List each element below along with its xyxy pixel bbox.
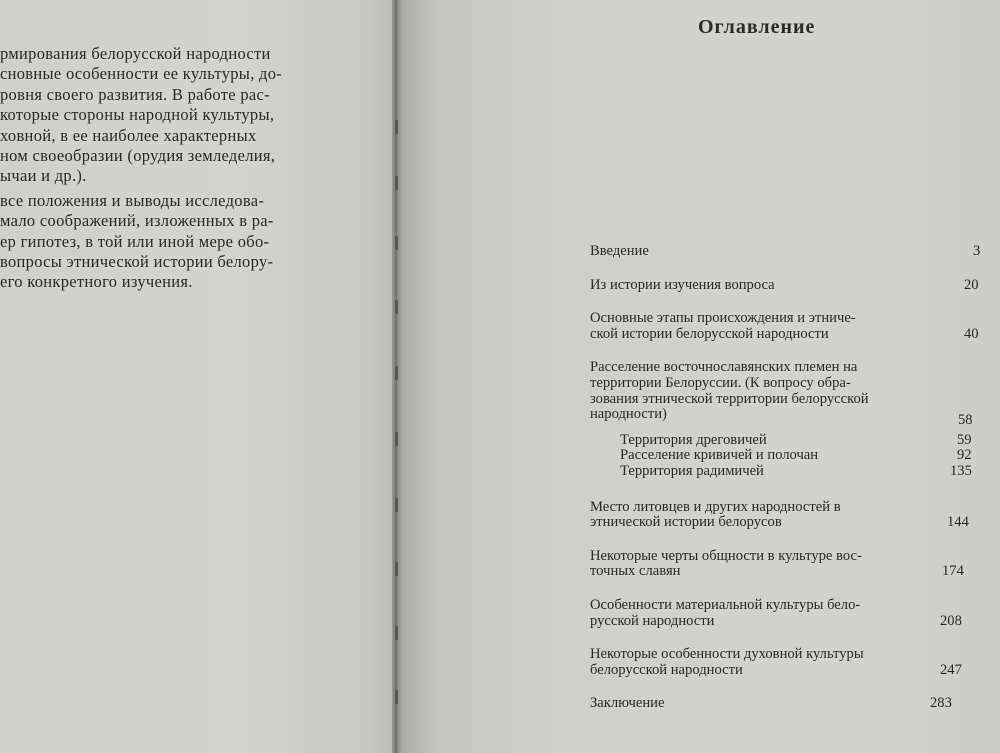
text-line: ер гипотез, в той или иной мере обо- [0,231,270,251]
toc-entry-title: Место литовцев и других народностей в [590,498,841,515]
binding-stitch [395,690,398,704]
toc-entry-title: Основные этапы происхождения и этниче- [590,310,856,327]
toc-title: Оглавление [698,16,816,38]
toc-page-number: 92 [957,447,972,464]
toc-entry-title: Введение [590,243,649,259]
toc-page-number: 283 [930,695,952,712]
toc-page-number: 40 [964,325,979,342]
text-line: мало соображений, изложенных в ра- [0,211,274,231]
toc-entry [590,598,990,629]
toc-entry-title: территории Белоруссии. (К вопросу обра- [590,374,851,391]
toc-entry-title: русской народности [590,612,715,629]
toc-page-number: 208 [940,612,962,629]
toc-entry-title: Территория радимичей [620,462,764,479]
toc-entry [590,359,990,429]
binding-stitch [395,120,398,134]
toc-entry [590,311,990,342]
toc-entry-title: Расселение кривичей и полочан [620,447,819,464]
toc-page-number: 20 [964,276,979,293]
table-of-contents [590,244,990,730]
toc-page-number: 59 [957,431,972,448]
toc-entry-title: Особенности материальной культуры бело- [590,596,861,613]
toc-subentry [620,464,990,480]
toc-page-number: 3 [973,243,981,259]
text-line: которые стороны народной культуры, [0,105,275,125]
binding-stitch [395,236,398,250]
toc-subentry [620,433,990,449]
text-line: его конкретного изучения. [0,272,193,292]
toc-entry [590,696,990,712]
toc-entry-title: Из истории изучения вопроса [590,276,775,293]
toc-subentry [620,448,990,464]
binding-stitch [395,626,398,640]
binding-stitch [395,300,398,314]
toc-entry [590,647,990,678]
text-line: ном своеобразии (орудия земледелия, [0,146,276,166]
toc-entry-title: этнической истории белорусов [590,514,782,531]
toc-entry-title: точных славян [590,563,681,580]
toc-page-number: 144 [947,514,969,531]
toc-page-number: 135 [950,462,972,479]
binding-stitch [395,562,398,576]
binding-stitch [395,432,398,446]
toc-entry-title: зования этнической территории белорусской [590,390,869,407]
text-line: рмирования белорусской народности [0,44,271,63]
text-line: ровня своего развития. В работе рас- [0,84,270,104]
binding-stitch [395,176,398,190]
text-line: ычаи и др.). [0,166,87,186]
toc-entry [590,500,990,531]
toc-page-number: 58 [958,412,973,429]
toc-entry [590,549,990,580]
toc-page-number: 174 [942,563,964,580]
toc-entry [590,278,990,294]
toc-entry [590,244,990,260]
toc-entry-title: ской истории белорусской народности [590,325,829,342]
toc-page-number: 247 [940,661,962,678]
left-page [0,0,398,753]
left-page-text [0,44,340,293]
toc-entry-title: народности) [590,406,667,423]
toc-entry-title: Некоторые черты общности в культуре вос- [590,547,862,564]
toc-entry-title: Территория дреговичей [620,431,767,448]
text-line: сновные особенности ее культуры, до- [0,64,283,84]
toc-entry-title: белорусской народности [590,661,743,678]
text-line: ховной, в ее наиболее характерных [0,125,257,145]
binding-stitch [395,498,398,512]
toc-entry-title: Заключение [590,695,665,712]
text-line: все положения и выводы исследова- [0,190,265,210]
text-line: вопросы этнической истории белору- [0,252,274,272]
toc-entry-title: Некоторые особенности духовной культуры [590,646,864,663]
toc-entry-title: Расселение восточнославянских племен на [590,359,858,376]
binding-stitch [395,366,398,380]
